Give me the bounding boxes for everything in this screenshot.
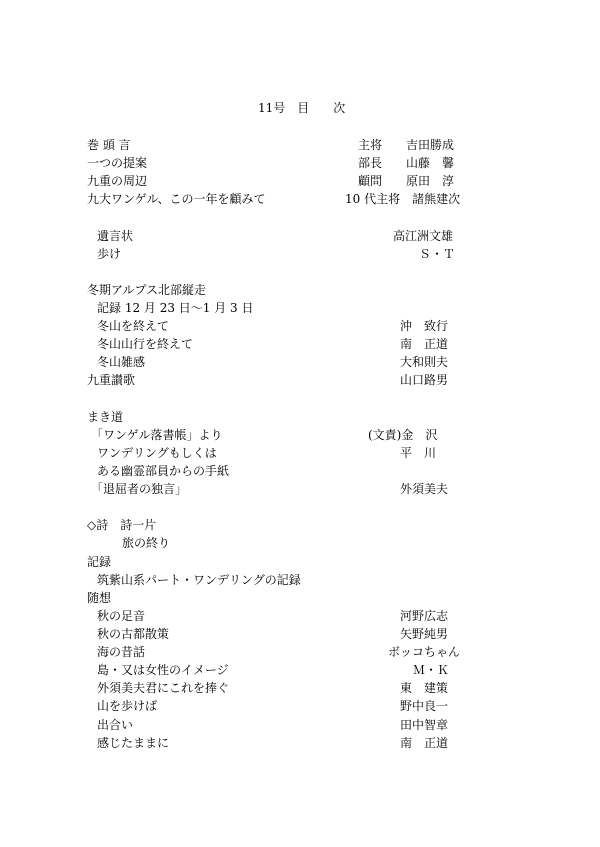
toc-entry-title: 島・又は女性のイメージ bbox=[97, 663, 229, 678]
toc-entry-title: 歩け bbox=[97, 246, 122, 261]
toc-entry-title: 山を歩けば bbox=[97, 699, 158, 714]
toc-entry bbox=[0, 697, 600, 715]
toc-entry bbox=[0, 444, 600, 462]
toc-entry-title: 出合い bbox=[97, 717, 134, 732]
toc-entry-author: 河野広志 bbox=[400, 608, 449, 623]
spacer bbox=[0, 390, 600, 408]
toc-entry bbox=[0, 625, 600, 643]
toc-entry bbox=[0, 462, 600, 480]
toc-section-heading bbox=[0, 553, 600, 571]
toc-entry bbox=[0, 317, 600, 335]
toc-entry bbox=[0, 172, 600, 190]
toc-entry-title: 記録 12 月 23 日～1 月 3 日 bbox=[97, 300, 254, 315]
toc-group bbox=[0, 136, 600, 208]
toc-entry bbox=[0, 371, 600, 389]
toc-group bbox=[0, 227, 600, 263]
toc-entry-author: 大和則夫 bbox=[400, 355, 449, 370]
toc-entry bbox=[0, 607, 600, 625]
toc-entry bbox=[0, 571, 600, 589]
toc-entry-title: 冬山を終えて bbox=[97, 319, 170, 334]
toc-entry-title: 「退屈者の独言」 bbox=[91, 482, 188, 497]
toc-entry-title: 旅の終り bbox=[122, 536, 171, 551]
toc-entry bbox=[0, 734, 600, 752]
toc-entry-author: ボッコちゃん bbox=[388, 645, 461, 660]
toc-entry-author: 田中智章 bbox=[400, 717, 449, 732]
toc-entry-title: 九重讃歌 bbox=[87, 373, 136, 388]
toc-entry-author: 平 川 bbox=[400, 445, 437, 460]
toc-section-title: 随想 bbox=[87, 590, 112, 605]
toc-section-heading bbox=[0, 589, 600, 607]
page-title: 11号 目 次 bbox=[258, 101, 346, 115]
toc-entry-author: 南 正道 bbox=[400, 337, 449, 352]
toc-entry bbox=[0, 534, 600, 552]
toc-entry-title: 海の昔話 bbox=[97, 645, 146, 660]
toc-entry-title: 秋の古都散策 bbox=[97, 626, 170, 641]
toc-entry-author: 主将 吉田勝成 bbox=[358, 138, 455, 152]
toc-entry-title: 一つの提案 bbox=[87, 156, 148, 171]
toc-entry-author: 南 正道 bbox=[400, 735, 449, 750]
toc-entry bbox=[0, 679, 600, 697]
toc-entry-title: ある幽霊部員からの手紙 bbox=[97, 463, 230, 478]
toc-entry-author: 外須美夫 bbox=[400, 482, 449, 497]
toc-section-title: まき道 bbox=[87, 409, 124, 424]
toc-entry-author: 山口路男 bbox=[400, 373, 449, 388]
toc-entry-author: 顧問 原田 淳 bbox=[358, 174, 455, 189]
toc-section-title: 記録 bbox=[87, 554, 112, 569]
toc-entry-author: 東 建策 bbox=[400, 681, 449, 696]
toc-section-title: 冬期アルプス北部縦走 bbox=[87, 282, 207, 297]
toc-entry-title: 冬山雑感 bbox=[97, 355, 146, 370]
toc-group bbox=[0, 516, 600, 751]
toc-entry-title: 筑紫山系パート・ワンデリングの記録 bbox=[97, 572, 301, 587]
table-of-contents bbox=[0, 136, 600, 752]
toc-entry-author: Ｓ・Ｔ bbox=[419, 246, 456, 261]
toc-entry-title: 冬山山行を終えて bbox=[97, 337, 194, 352]
toc-entry bbox=[0, 716, 600, 734]
toc-entry bbox=[0, 299, 600, 317]
toc-entry bbox=[0, 245, 600, 263]
toc-entry-title: ワンデリングもしくは bbox=[97, 445, 217, 460]
toc-entry bbox=[0, 353, 600, 371]
toc-entry bbox=[0, 335, 600, 353]
toc-entry-author: (文責)金 沢 bbox=[368, 427, 438, 442]
spacer bbox=[0, 263, 600, 281]
toc-entry-author: 部長 山藤 馨 bbox=[358, 156, 455, 171]
toc-entry-title: 「ワンゲル落書帳」より bbox=[91, 427, 223, 442]
toc-entry bbox=[0, 154, 600, 172]
toc-entry-author: Ｍ・Ｋ bbox=[413, 663, 450, 678]
toc-entry-author: 野中良一 bbox=[400, 699, 449, 714]
toc-entry bbox=[0, 190, 600, 208]
spacer bbox=[0, 498, 600, 516]
toc-group bbox=[0, 408, 600, 499]
toc-group bbox=[0, 281, 600, 390]
toc-entry-author: 高江洲文雄 bbox=[393, 228, 454, 243]
toc-entry bbox=[0, 227, 600, 245]
toc-entry-title: 巻 頭 言 bbox=[87, 138, 131, 152]
toc-entry-title: 九大ワンゲル、この一年を顧みて bbox=[87, 192, 266, 207]
toc-entry bbox=[0, 661, 600, 679]
toc-section-heading bbox=[0, 281, 600, 299]
toc-entry-title: 秋の足音 bbox=[97, 608, 146, 623]
toc-entry-title: 遺言状 bbox=[97, 228, 134, 243]
toc-entry bbox=[0, 426, 600, 444]
toc-entry-title: 感じたままに bbox=[97, 735, 170, 750]
toc-entry bbox=[0, 480, 600, 498]
toc-entry-title: 外須美夫君にこれを捧ぐ bbox=[97, 681, 230, 696]
toc-entry-title: 九重の周辺 bbox=[87, 174, 148, 189]
toc-entry-author: 10 代主将 諸熊建次 bbox=[345, 192, 461, 207]
toc-entry bbox=[0, 136, 600, 154]
toc-entry-author: 矢野純男 bbox=[400, 626, 449, 641]
toc-section-title: ◇詩 詩一片 bbox=[87, 518, 157, 533]
toc-section-heading bbox=[0, 408, 600, 426]
toc-entry bbox=[0, 643, 600, 661]
toc-entry-author: 沖 致行 bbox=[400, 319, 449, 334]
toc-section-heading bbox=[0, 516, 600, 534]
spacer bbox=[0, 208, 600, 226]
